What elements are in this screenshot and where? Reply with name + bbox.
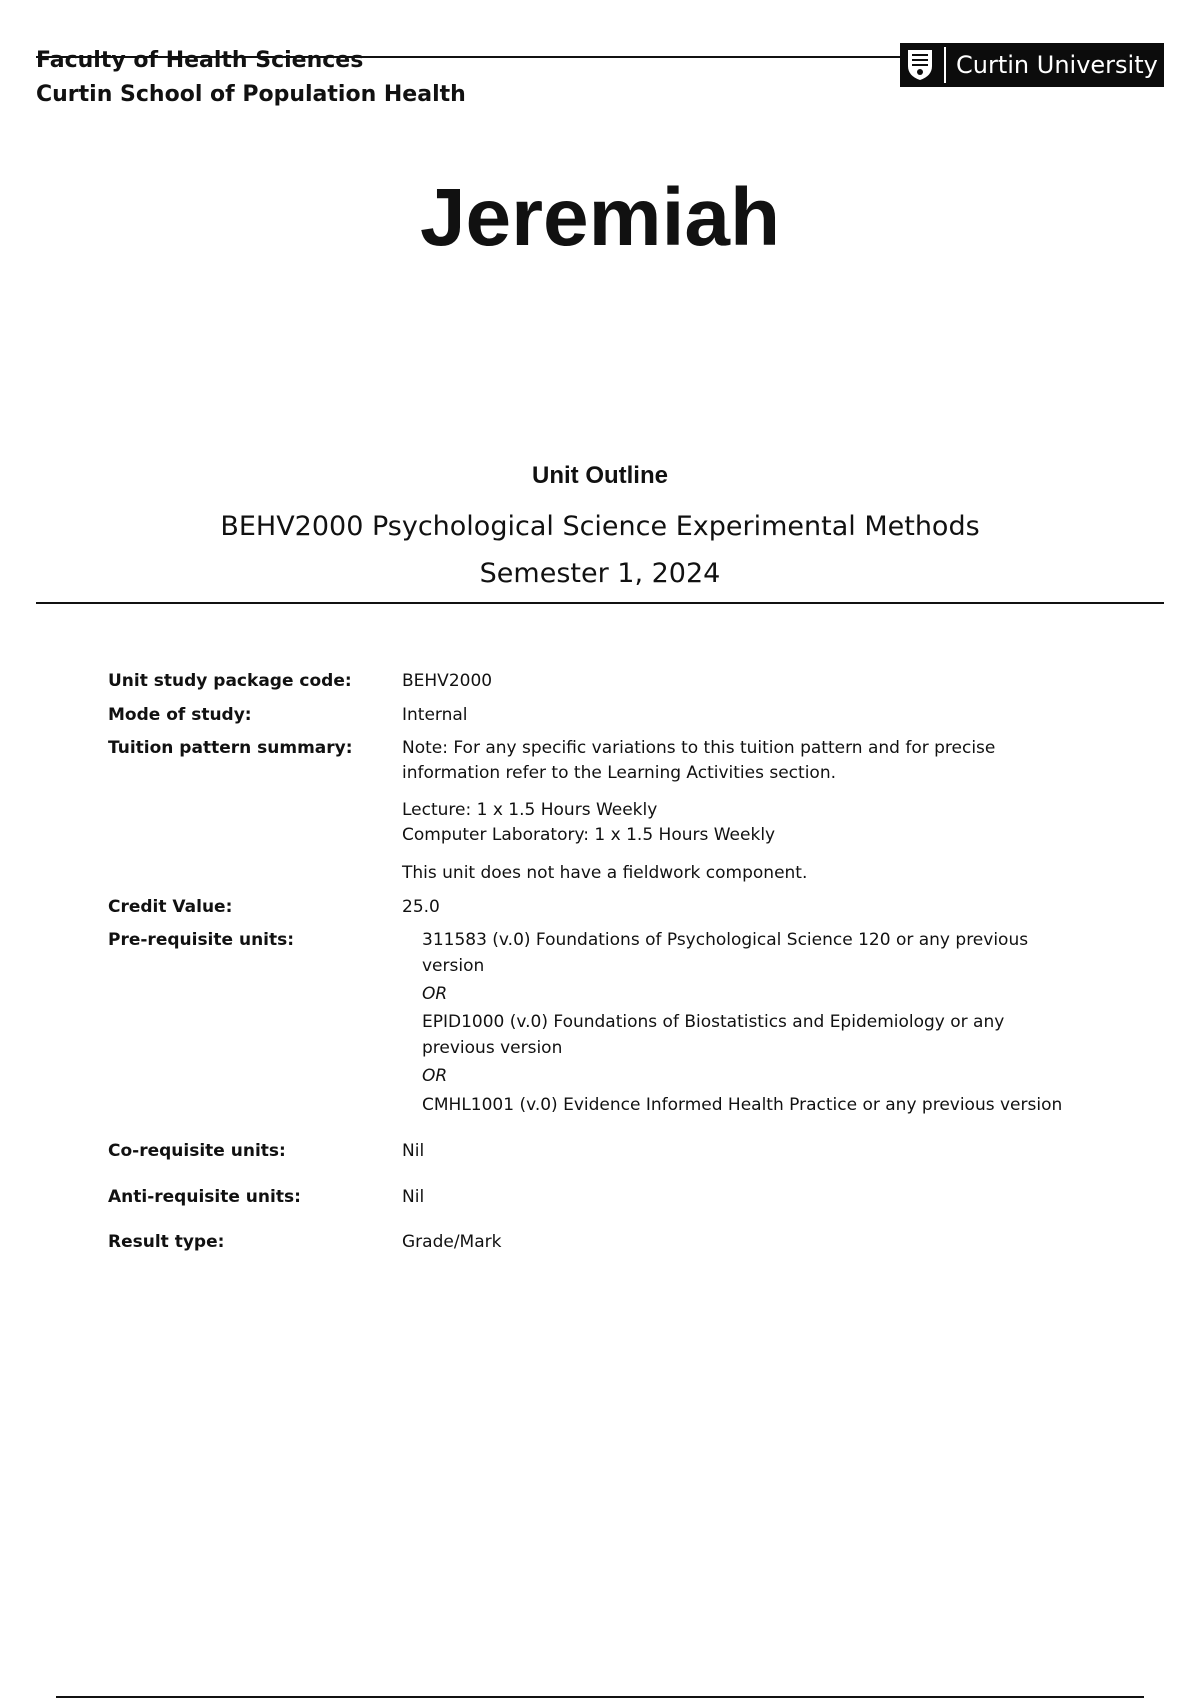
prereq-item: version: [422, 956, 485, 976]
result-value: Grade/Mark: [402, 1232, 502, 1252]
credit-label: Credit Value:: [108, 897, 233, 917]
semester: Semester 1, 2024: [479, 558, 721, 589]
coreq-value: Nil: [402, 1141, 425, 1161]
mode-value: Internal: [402, 705, 468, 725]
coreq-row: [108, 1139, 1088, 1185]
logo-wordmark: Curtin University: [956, 51, 1158, 79]
unit-name: BEHV2000 Psychological Science Experimental Methods: [220, 511, 980, 542]
prereq-or: OR: [422, 1066, 448, 1086]
result-label: Result type:: [108, 1232, 225, 1252]
package-code-row: [108, 669, 1088, 703]
footer-rule: [56, 1696, 1144, 1698]
logo-divider: [944, 47, 946, 83]
unit-details: [108, 669, 1088, 1264]
antireq-value: Nil: [402, 1187, 425, 1207]
curtin-logo: [900, 43, 1164, 87]
package-code-label: Unit study package code:: [108, 671, 352, 691]
tuition-lab: Computer Laboratory: 1 x 1.5 Hours Weekly: [402, 825, 776, 845]
prereq-item: previous version: [422, 1038, 563, 1058]
tuition-row: [108, 736, 1088, 895]
tuition-note-line: information refer to the Learning Activities section.: [402, 763, 836, 783]
tuition-fieldwork: This unit does not have a fieldwork component.: [402, 863, 808, 883]
antireq-label: Anti-requisite units:: [108, 1187, 301, 1207]
prereq-or: OR: [422, 984, 448, 1004]
document-title: Jeremiah: [419, 172, 781, 263]
prereq-value: [402, 928, 1088, 1118]
prereq-item: 311583 (v.0) Foundations of Psychological Science 120 or any previous: [422, 930, 1029, 950]
antireq-row: [108, 1185, 1088, 1230]
mode-label: Mode of study:: [108, 705, 252, 725]
credit-row: [108, 895, 1088, 928]
tuition-note-line: Note: For any specific variations to this tuition pattern and for precise: [402, 738, 996, 758]
result-row: [108, 1230, 1088, 1264]
package-code-value: BEHV2000: [402, 671, 493, 691]
credit-value: 25.0: [402, 897, 440, 917]
faculty-name: Faculty of Health Sciences: [36, 48, 364, 73]
prereq-row: [108, 928, 1088, 1139]
school-name: Curtin School of Population Health: [36, 82, 466, 107]
tuition-label: Tuition pattern summary:: [108, 738, 353, 758]
mode-row: [108, 703, 1088, 736]
coreq-label: Co-requisite units:: [108, 1141, 286, 1161]
prereq-item: EPID1000 (v.0) Foundations of Biostatistics and Epidemiology or any: [422, 1012, 1005, 1032]
prereq-item: CMHL1001 (v.0) Evidence Informed Health Practice or any previous version: [422, 1095, 1063, 1115]
curtin-crest-icon: [900, 43, 940, 87]
title-rule: [36, 602, 1164, 604]
tuition-lecture: Lecture: 1 x 1.5 Hours Weekly: [402, 800, 658, 820]
tuition-value: [402, 736, 1088, 886]
document-type: Unit Outline: [532, 462, 668, 489]
prereq-label: Pre-requisite units:: [108, 930, 295, 950]
